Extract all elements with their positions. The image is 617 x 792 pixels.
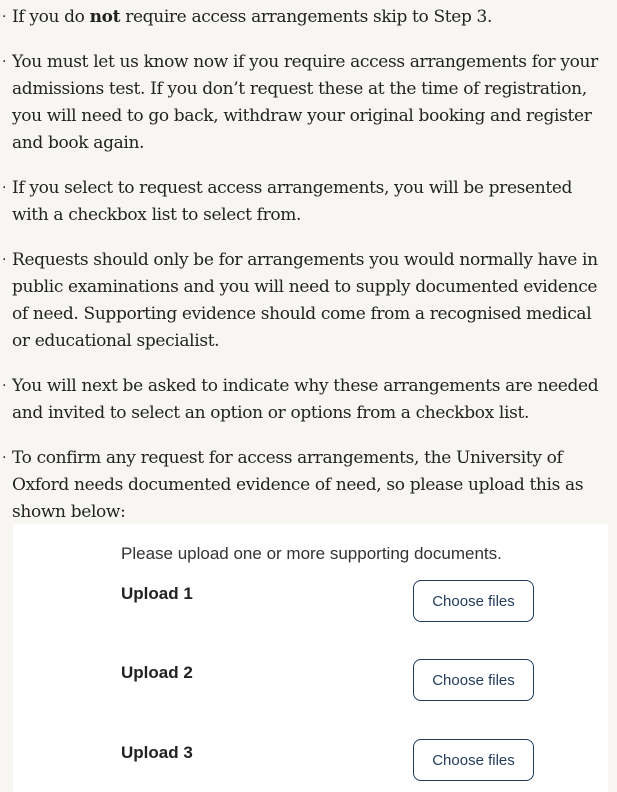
bullet-text: You will next be asked to indicate why these arrangements are needed and invited to select an option or options from a checkbox list.: [12, 376, 599, 423]
upload-row-3: [13, 739, 608, 781]
bullet-text-emphasis: not: [89, 7, 121, 27]
list-item: [0, 445, 617, 526]
choose-files-button-3[interactable]: Choose files: [413, 739, 534, 781]
upload-row-1: [13, 580, 608, 622]
bullet-text: To confirm any request for access arrangements, the University of Oxford needs documented evidence of need, so please upload this as shown below:: [12, 448, 584, 522]
upload-label-3: Upload 3: [121, 743, 193, 762]
bullet-text: You must let us know now if you require access arrangements for your admissions test. If you don’t request these at the time of registration, you will need to go back, withdraw your original booking and register and book again.: [12, 52, 598, 153]
bullet-icon: ·: [2, 450, 7, 466]
list-item: [0, 247, 617, 355]
list-item: [0, 49, 617, 157]
bullet-text-pre: If you do: [12, 7, 90, 27]
upload-prompt: Please upload one or more supporting documents.: [121, 544, 502, 563]
upload-panel: [13, 524, 608, 792]
bullet-text: If you select to request access arrangements, you will be presented with a checkbox list to select from.: [12, 178, 573, 225]
upload-row-2: [13, 659, 608, 701]
upload-label-1: Upload 1: [121, 584, 193, 603]
bullet-icon: ·: [2, 180, 7, 196]
bullet-icon: ·: [2, 252, 7, 268]
instructions-list: [0, 4, 617, 544]
list-item-skip-step: [0, 4, 617, 31]
bullet-icon: ·: [2, 9, 7, 25]
upload-label-2: Upload 2: [121, 663, 193, 682]
list-item: [0, 373, 617, 427]
choose-files-button-2[interactable]: Choose files: [413, 659, 534, 701]
bullet-icon: ·: [2, 378, 7, 394]
choose-files-button-1[interactable]: Choose files: [413, 580, 534, 622]
bullet-icon: ·: [2, 54, 7, 70]
bullet-text-post: require access arrangements skip to Step 3.: [120, 7, 493, 27]
bullet-text: Requests should only be for arrangements you would normally have in public examinations and you will need to supply documented evidence of need. Supporting evidence should come from a recognised medical or educational specialist.: [12, 250, 598, 351]
list-item: [0, 175, 617, 229]
